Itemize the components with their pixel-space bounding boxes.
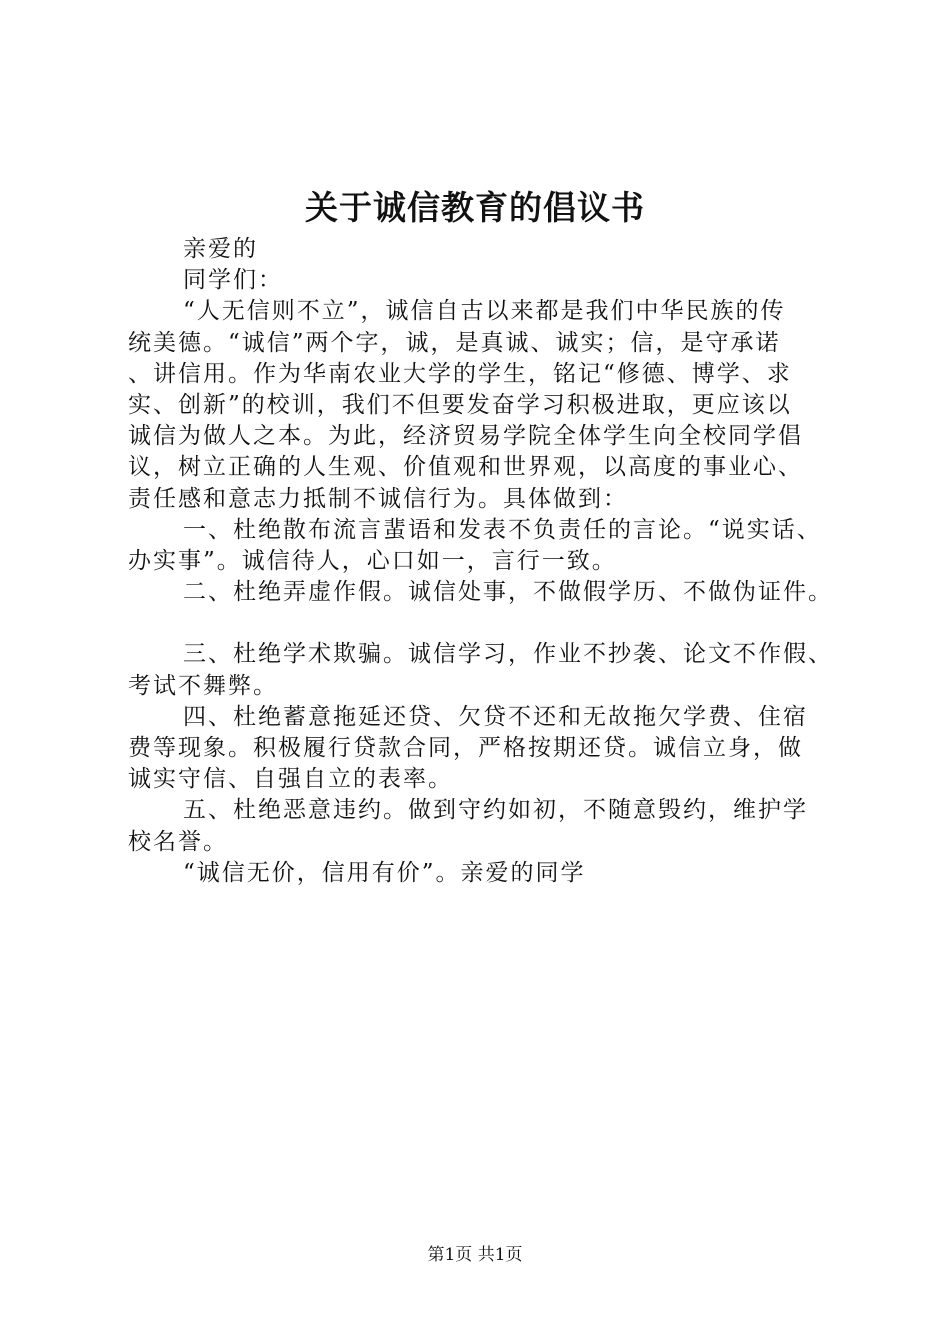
body-line: 诚信为做人之本。为此，经济贸易学院全体学生向全校同学倡 — [128, 423, 803, 450]
body-line: “诚信无价，信用有价”。亲爱的同学 — [183, 859, 586, 886]
document-body — [128, 234, 843, 889]
body-line: 校名誉。 — [128, 828, 228, 855]
body-line: “人无信则不立”，诚信自古以来都是我们中华民族的传 — [183, 298, 786, 325]
body-line: 亲爱的 — [183, 236, 258, 262]
body-line: 五、杜绝恶意违约。做到守约如初，不随意毁约，维护学 — [183, 797, 808, 824]
page-footer: 第1页 共1页 — [427, 1245, 523, 1265]
body-line: 、讲信用。作为华南农业大学的学生，铭记“修德、博学、求 — [128, 360, 792, 387]
body-line — [128, 608, 843, 639]
body-line: 一、杜绝散布流言蜚语和发表不负责任的言论。“说实话、 — [183, 516, 822, 543]
body-line: 二、杜绝弄虚作假。诚信处事，不做假学历、不做伪证件。 — [183, 579, 833, 606]
document-title: 关于诚信教育的倡议书 — [305, 188, 645, 227]
body-line: 办实事”。诚信待人，心口如一，言行一致。 — [128, 547, 617, 574]
body-line: 责任感和意志力抵制不诚信行为。具体做到： — [128, 485, 628, 512]
body-line: 诚实守信、自强自立的表率。 — [128, 766, 453, 793]
body-line: 四、杜绝蓄意拖延还贷、欠贷不还和无故拖欠学费、住宿 — [183, 703, 808, 730]
body-line: 统美德。“诚信”两个字，诚，是真诚、诚实；信，是守承诺 — [128, 329, 781, 356]
body-line: 费等现象。积极履行贷款合同，严格按期还贷。诚信立身，做 — [128, 735, 803, 761]
body-line: 考试不舞弊。 — [128, 672, 278, 699]
body-line: 实、创新”的校训，我们不但要发奋学习积极进取，更应该以 — [128, 391, 792, 418]
body-line: 三、杜绝学术欺骗。诚信学习，作业不抄袭、论文不作假、 — [183, 641, 833, 668]
body-line: 同学们： — [183, 267, 283, 294]
body-line: 议，树立正确的人生观、价值观和世界观，以高度的事业心、 — [128, 454, 803, 481]
